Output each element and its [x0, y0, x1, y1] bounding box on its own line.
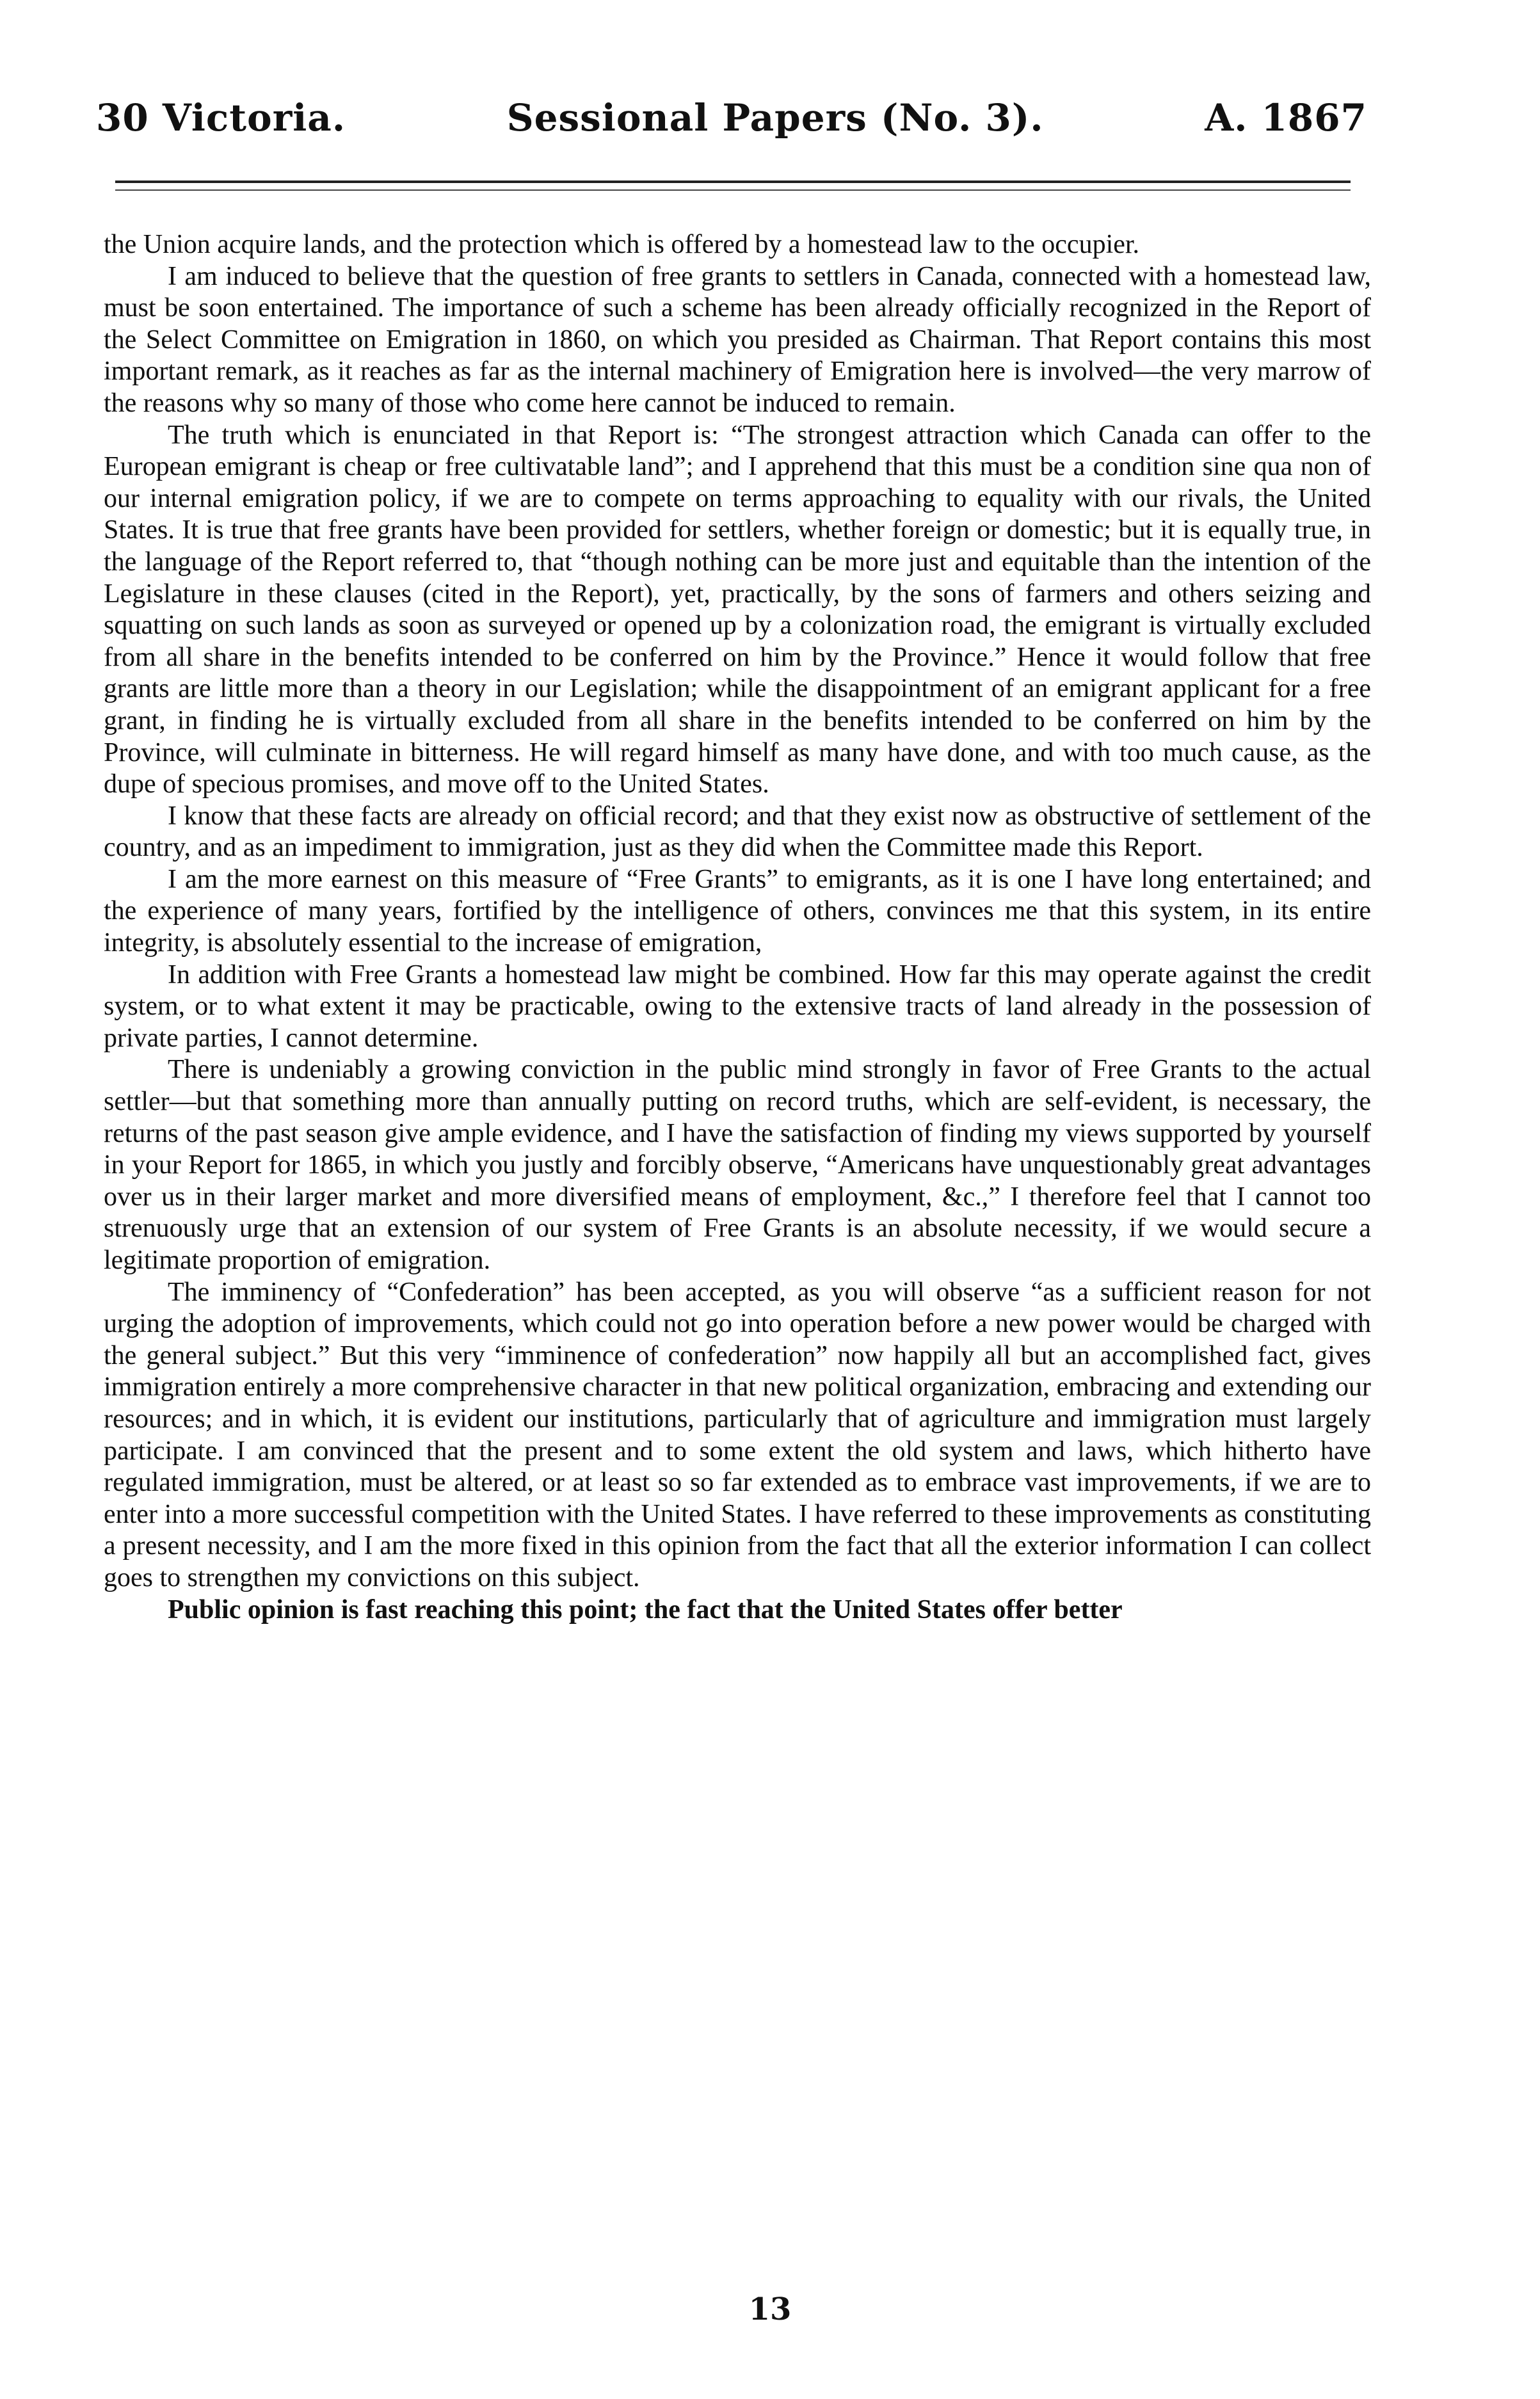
- paragraph-report-truth: The truth which is enunciated in that Report is: “The strongest attraction which Canada can offer to the European emigrant is cheap or free cultivatable land”; and I apprehend that this must be a condition sine qua non of our internal emigration policy, if we are to compete on terms approaching to equality with our rivals, the United States. It is true that free grants have been provided for settlers, whether foreign or domestic; but it is equally true, in the language of the Report referred to, that “though nothing can be more just and equitable than the intention of the Legislature in these clauses (cited in the Report), yet, practically, by the sons of farmers and others seizing and squatting on such lands as soon as surveyed or opened up by a colonization road, the emigrant is virtually excluded from all share in the benefits intended to be conferred on him by the Province.” Hence it would follow that free grants are little more than a theory in our Legislation; while the disappointment of an emigrant applicant for a free grant, in finding he is virtually excluded from all share in the benefits intended to be conferred on him by the Province, will culminate in bitterness. He will regard himself as many have done, and with too much cause, as the dupe of specious promises, and move off to the United States.: [104, 420, 1371, 799]
- paragraph-growing-conviction: There is undeniably a growing conviction in the public mind strongly in favor of Free Grants to the actual settler—but that something more than annually putting on record truths, which are self-evident, is necessary, the returns of the past season give ample evidence, and I have the satisfaction of finding my views supported by yourself in your Report for 1865, in which you justly and forcibly observe, “Americans have unquestionably great advantages over us in their larger market and more diversified means of employment, &c.,” I therefore feel that I cannot too strenuously urge that an extension of our system of Free Grants is an absolute necessity, if we would secure a legitimate proportion of emigration.: [104, 1055, 1371, 1275]
- header-session: 30 Victoria.: [96, 96, 346, 140]
- paragraph-confederation: The imminency of “Confederation” has been accepted, as you will observe “as a sufficient reason for not urging the adoption of improvements, which could not go into operation before a new power would be charged with the general subject.” But this very “imminence of confederation” now happily all but an accomplished fact, gives immigration entirely a more comprehensive character in that new political organization, embracing and extending our resources; and in which, it is evident our institutions, particularly that of agriculture and immigration must largely participate. I am convinced that the present and to some extent the old system and laws, which hitherto have regulated immigration, must be altered, or at least so so far extended as to embrace vast improvements, if we are to enter into a more successful competition with the United States. I have referred to these improvements as constituting a present necessity, and I am the more fixed in this opinion from the fact that all the exterior information I can collect goes to strengthen my convictions on this subject.: [104, 1277, 1371, 1593]
- page-header: [96, 96, 1367, 147]
- paragraph-homestead-law: In addition with Free Grants a homestead law might be combined. How far this may operate against the credit system, or to what extent it may be practicable, owing to the extensive tracts of land already in the possession of private parties, I cannot determine.: [104, 959, 1371, 1053]
- header-rule-thin: [115, 189, 1351, 191]
- header-rule-thick: [115, 181, 1351, 183]
- header-year: A. 1867: [1205, 96, 1367, 140]
- paragraph-continuation: the Union acquire lands, and the protection which is offered by a homestead law to the occupier.: [104, 230, 1140, 259]
- header-double-rule: [115, 181, 1351, 191]
- paragraph-free-grants: I am induced to believe that the question of free grants to settlers in Canada, connected with a homestead law, must be soon entertained. The importance of such a scheme has been already officially recognized in the Report of the Select Committee on Emigration in 1860, on which you presided as Chairman. That Report contains this most important remark, as it reaches as far as the internal machinery of Emigration here is involved—the very marrow of the reasons why so many of those who come here cannot be induced to remain.: [104, 261, 1371, 418]
- paragraph-earnest-measure: I am the more earnest on this measure of “Free Grants” to emigrants, as it is one I have long entertained; and the experience of many years, fortified by the intelligence of others, convinces me that this system, in its entire integrity, is absolutely essential to the increase of emigration,: [104, 864, 1371, 958]
- paragraph-public-opinion: Public opinion is fast reaching this point; the fact that the United States offer better: [168, 1594, 1123, 1625]
- document-body: [104, 229, 1371, 1626]
- page-number: 13: [748, 2291, 792, 2327]
- paragraph-official-record: I know that these facts are already on official record; and that they exist now as obstructive of settlement of the country, and as an impediment to immigration, just as they did when the Committee made this Report.: [104, 801, 1371, 863]
- header-title: Sessional Papers (No. 3).: [506, 96, 1044, 140]
